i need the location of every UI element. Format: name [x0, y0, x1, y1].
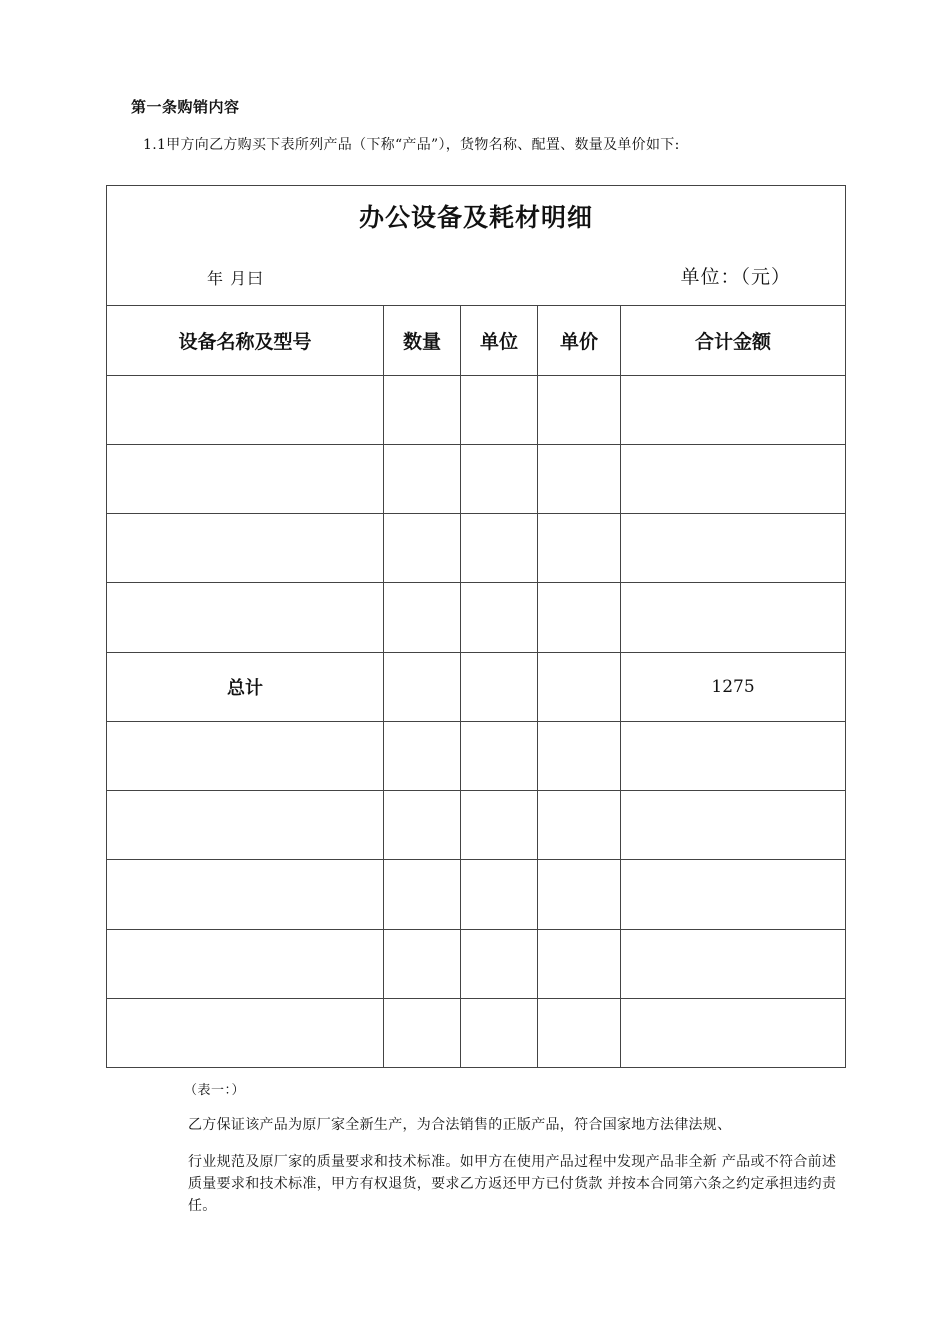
table-cell [107, 929, 384, 998]
paragraph-1: 乙方保证该产品为原厂家全新生产，为合法销售的正版产品，符合国家地方法律法规、 [188, 1117, 732, 1133]
table-cell [384, 929, 461, 998]
table-cell [107, 514, 384, 583]
table-title-row [107, 186, 846, 306]
table-cell [538, 791, 621, 860]
table-row [107, 375, 846, 444]
table-cell [621, 375, 846, 444]
table-cell [384, 583, 461, 652]
table-cell [461, 721, 538, 790]
table-cell [461, 998, 538, 1067]
table-cell [538, 583, 621, 652]
table-unit: 单位：（元） [680, 266, 792, 288]
table-row [107, 514, 846, 583]
table-cell [461, 375, 538, 444]
table-cell [107, 583, 384, 652]
table-cell [107, 791, 384, 860]
table-cell [621, 444, 846, 513]
table-cell [461, 791, 538, 860]
table-cell [538, 998, 621, 1067]
table-cell [107, 721, 384, 790]
table-cell [621, 514, 846, 583]
table-row [107, 929, 846, 998]
table-title: 办公设备及耗材明细 [359, 203, 594, 232]
table-cell [621, 721, 846, 790]
table-row [107, 791, 846, 860]
section-heading: 第一条购销内容 [131, 98, 240, 116]
table-row [107, 860, 846, 929]
total-label: 总计 [107, 652, 384, 721]
table-cell [461, 514, 538, 583]
table-cell [621, 791, 846, 860]
header-unit: 单位 [461, 306, 538, 375]
table-cell [538, 721, 621, 790]
table-row [107, 583, 846, 652]
table-cell [384, 860, 461, 929]
table-cell [107, 375, 384, 444]
table-cell [538, 929, 621, 998]
table-cell [461, 929, 538, 998]
table-caption: （表一：） [184, 1083, 246, 1098]
table-cell [384, 444, 461, 513]
table-cell [107, 998, 384, 1067]
table-date: 年 月曰 [207, 269, 265, 288]
table-cell [538, 444, 621, 513]
table-cell [538, 860, 621, 929]
total-amount: 1275 [621, 652, 846, 721]
header-price: 单价 [538, 306, 621, 375]
intro-text: 1.1甲方向乙方购买下表所列产品（下称“产品”），货物名称、配置、数量及单价如下: [143, 137, 680, 153]
table-cell [621, 860, 846, 929]
table-cell [538, 375, 621, 444]
table-row [107, 444, 846, 513]
table-cell [461, 444, 538, 513]
paragraph-2: 行业规范及原厂家的质量要求和技术标准。如甲方在使用产品过程中发现产品非全新 产品或不符合前述质量要求和技术标准，甲方有权退货，要求乙方返还甲方已付货款 并按本合同第六条之约定承担违约责任。 [188, 1154, 837, 1214]
total-row [107, 652, 846, 721]
table-cell [538, 514, 621, 583]
table-cell [384, 998, 461, 1067]
table-cell [621, 929, 846, 998]
table-row [107, 721, 846, 790]
header-name: 设备名称及型号 [107, 306, 384, 375]
table-cell [461, 860, 538, 929]
table-cell [384, 514, 461, 583]
table-cell [621, 583, 846, 652]
header-amount: 合计金额 [621, 306, 846, 375]
table-cell [107, 860, 384, 929]
table-title-cell [107, 186, 846, 306]
table-cell [384, 791, 461, 860]
table-cell [384, 375, 461, 444]
header-quantity: 数量 [384, 306, 461, 375]
table-cell [538, 652, 621, 721]
equipment-detail-table [106, 185, 846, 1068]
table-row [107, 998, 846, 1067]
table-cell [107, 444, 384, 513]
table-cell [621, 998, 846, 1067]
table-header-row [107, 306, 846, 375]
table-cell [384, 652, 461, 721]
table-cell [461, 583, 538, 652]
table-cell [384, 721, 461, 790]
table-cell [461, 652, 538, 721]
